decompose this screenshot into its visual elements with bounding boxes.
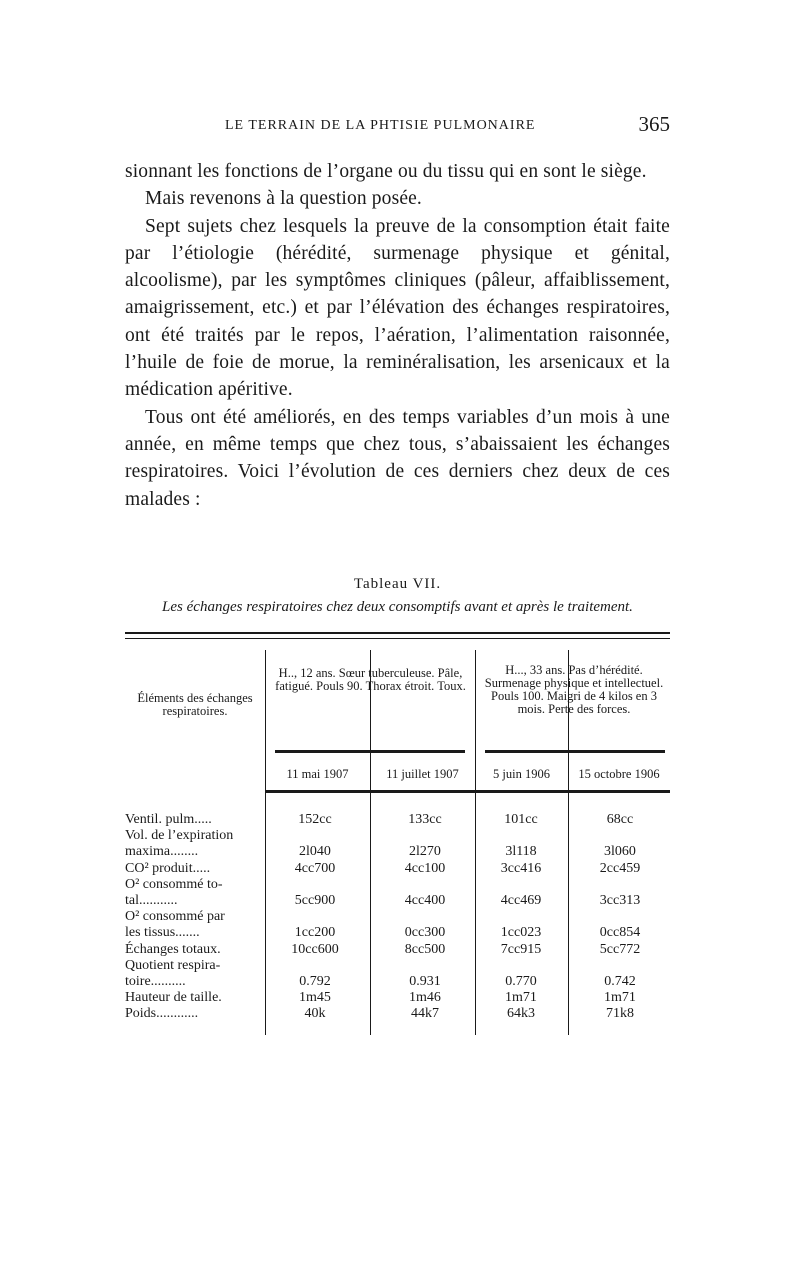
- patient-2-header: H..., 33 ans. Pas d’hérédité. Surmenage physique et intellectuel. Pouls 100. Maigri de 4 kilos en 3 mois. Perte des forces.: [484, 663, 664, 716]
- row-label: les tissus.......: [125, 925, 200, 941]
- value-cell: 0.742: [604, 974, 636, 989]
- header-rule: [275, 750, 465, 753]
- value-cell: 71k8: [606, 1006, 634, 1022]
- value-cell: 133cc: [408, 812, 442, 827]
- row-label: Ventil. pulm.....: [125, 812, 212, 827]
- value-cell: 5cc900: [294, 893, 336, 908]
- value-cell: 0.792: [299, 974, 331, 989]
- table-row: [125, 990, 670, 1007]
- value-cell: 2l040: [299, 844, 331, 860]
- paragraph: Tous ont été améliorés, en des temps variables d’un mois à une année, en même temps que chez tous, s’abaissaient les échanges respiratoires. Voici l’évolution de ces derniers chez deux de ces malades :: [125, 406, 670, 510]
- row-label: tal...........: [125, 893, 178, 908]
- value-cell: 44k7: [411, 1006, 439, 1022]
- table-row: [125, 893, 670, 910]
- table-row: [125, 861, 670, 878]
- date-cell: 11 juillet 1907: [386, 767, 459, 781]
- date-rule: [265, 790, 670, 793]
- value-cell: 0cc300: [404, 925, 446, 941]
- row-label: Quotient respira-: [125, 957, 221, 973]
- table-row: [125, 925, 670, 942]
- row-label: CO² produit.....: [125, 860, 211, 876]
- value-cell: 4cc700: [294, 860, 336, 876]
- value-cell: 8cc500: [404, 941, 446, 957]
- row-label: Vol. de l’expiration: [125, 828, 234, 844]
- patient-1-header: H.., 12 ans. Sœur tuberculeuse. Pâle, fatigué. Pouls 90. Thorax étroit. Toux.: [275, 666, 466, 693]
- table-row: [125, 1006, 670, 1023]
- table-row: [125, 812, 670, 829]
- value-cell: 0.931: [409, 974, 441, 989]
- paragraph: sionnant les fonctions de l’organe ou du tissu qui en sont le siège.: [125, 161, 647, 182]
- date-cell: 11 mai 1907: [286, 767, 349, 781]
- row-label: Échanges totaux.: [125, 941, 221, 957]
- value-cell: 3l118: [505, 844, 537, 860]
- table-caption: [125, 576, 670, 593]
- header-rule: [485, 750, 665, 753]
- value-cell: 40k: [304, 1006, 326, 1022]
- value-cell: 1m71: [505, 990, 537, 1006]
- table-subtitle: Les échanges respiratoires chez deux consomptifs avant et après le traitement.: [162, 599, 633, 615]
- value-cell: 1cc023: [500, 925, 542, 941]
- value-cell: 7cc915: [500, 941, 542, 957]
- value-cell: 2l270: [409, 844, 441, 860]
- value-cell: 101cc: [504, 812, 538, 827]
- body-text: [125, 158, 670, 513]
- table-row: [125, 942, 670, 959]
- row-label: O² consommé par: [125, 909, 225, 925]
- table-row: [125, 974, 670, 991]
- value-cell: 4cc100: [404, 860, 446, 876]
- value-cell: 10cc600: [291, 941, 339, 957]
- row-label: O² consommé to-: [125, 876, 223, 892]
- value-cell: 64k3: [507, 1006, 535, 1022]
- row-label: Hauteur de taille.: [125, 990, 222, 1006]
- table-row: [125, 958, 670, 975]
- row-label: Poids............: [125, 1006, 199, 1022]
- table-top-rule-thin: [125, 638, 670, 639]
- date-cell: 15 octobre 1906: [578, 767, 660, 781]
- value-cell: 5cc772: [599, 941, 641, 957]
- table-row: [125, 844, 670, 861]
- table-title: Tableau VII.: [353, 576, 442, 592]
- running-head-title: LE TERRAIN DE LA PHTISIE PULMONAIRE: [225, 118, 536, 133]
- value-cell: 1m71: [604, 990, 636, 1006]
- value-cell: 1m46: [409, 990, 441, 1006]
- row-label: toire..........: [125, 974, 186, 989]
- page-number: 365: [638, 112, 670, 136]
- value-cell: 1cc200: [294, 925, 336, 941]
- value-cell: 0cc854: [599, 925, 641, 941]
- table-row: [125, 877, 670, 894]
- table-row: [125, 828, 670, 845]
- value-cell: 3cc313: [599, 893, 641, 908]
- value-cell: 0.770: [505, 974, 537, 989]
- data-table: [125, 632, 670, 1032]
- row-header-cell: Éléments des échanges respiratoires.: [137, 691, 253, 718]
- table-top-rule: [125, 632, 670, 634]
- value-cell: 3l060: [604, 844, 636, 860]
- value-cell: 2cc459: [599, 860, 641, 876]
- value-cell: 4cc469: [500, 893, 542, 908]
- paragraph: Mais revenons à la question posée.: [145, 188, 422, 210]
- running-head: [125, 112, 670, 136]
- value-cell: 152cc: [298, 812, 332, 827]
- table-row: [125, 909, 670, 926]
- value-cell: 4cc400: [404, 893, 446, 908]
- date-cell: 5 juin 1906: [493, 767, 550, 781]
- row-label: maxima........: [125, 844, 199, 860]
- value-cell: 68cc: [606, 812, 634, 827]
- value-cell: 1m45: [299, 990, 331, 1006]
- value-cell: 3cc416: [500, 860, 542, 876]
- paragraph: Sept sujets chez lesquels la preuve de la consomption était faite par l’étiologie (hérédité, surmenage physique et génital, alcoolisme), par les symptômes cliniques (pâleur, affaiblissement, amaigrissement, etc.) et par l’élévation des échanges respiratoires, ont été traités par le repos, l’aération, l’alimentation raisonnée, l’huile de foie de morue, la reminéralisation, les arsenicaux et la médication apéritive.: [125, 215, 670, 401]
